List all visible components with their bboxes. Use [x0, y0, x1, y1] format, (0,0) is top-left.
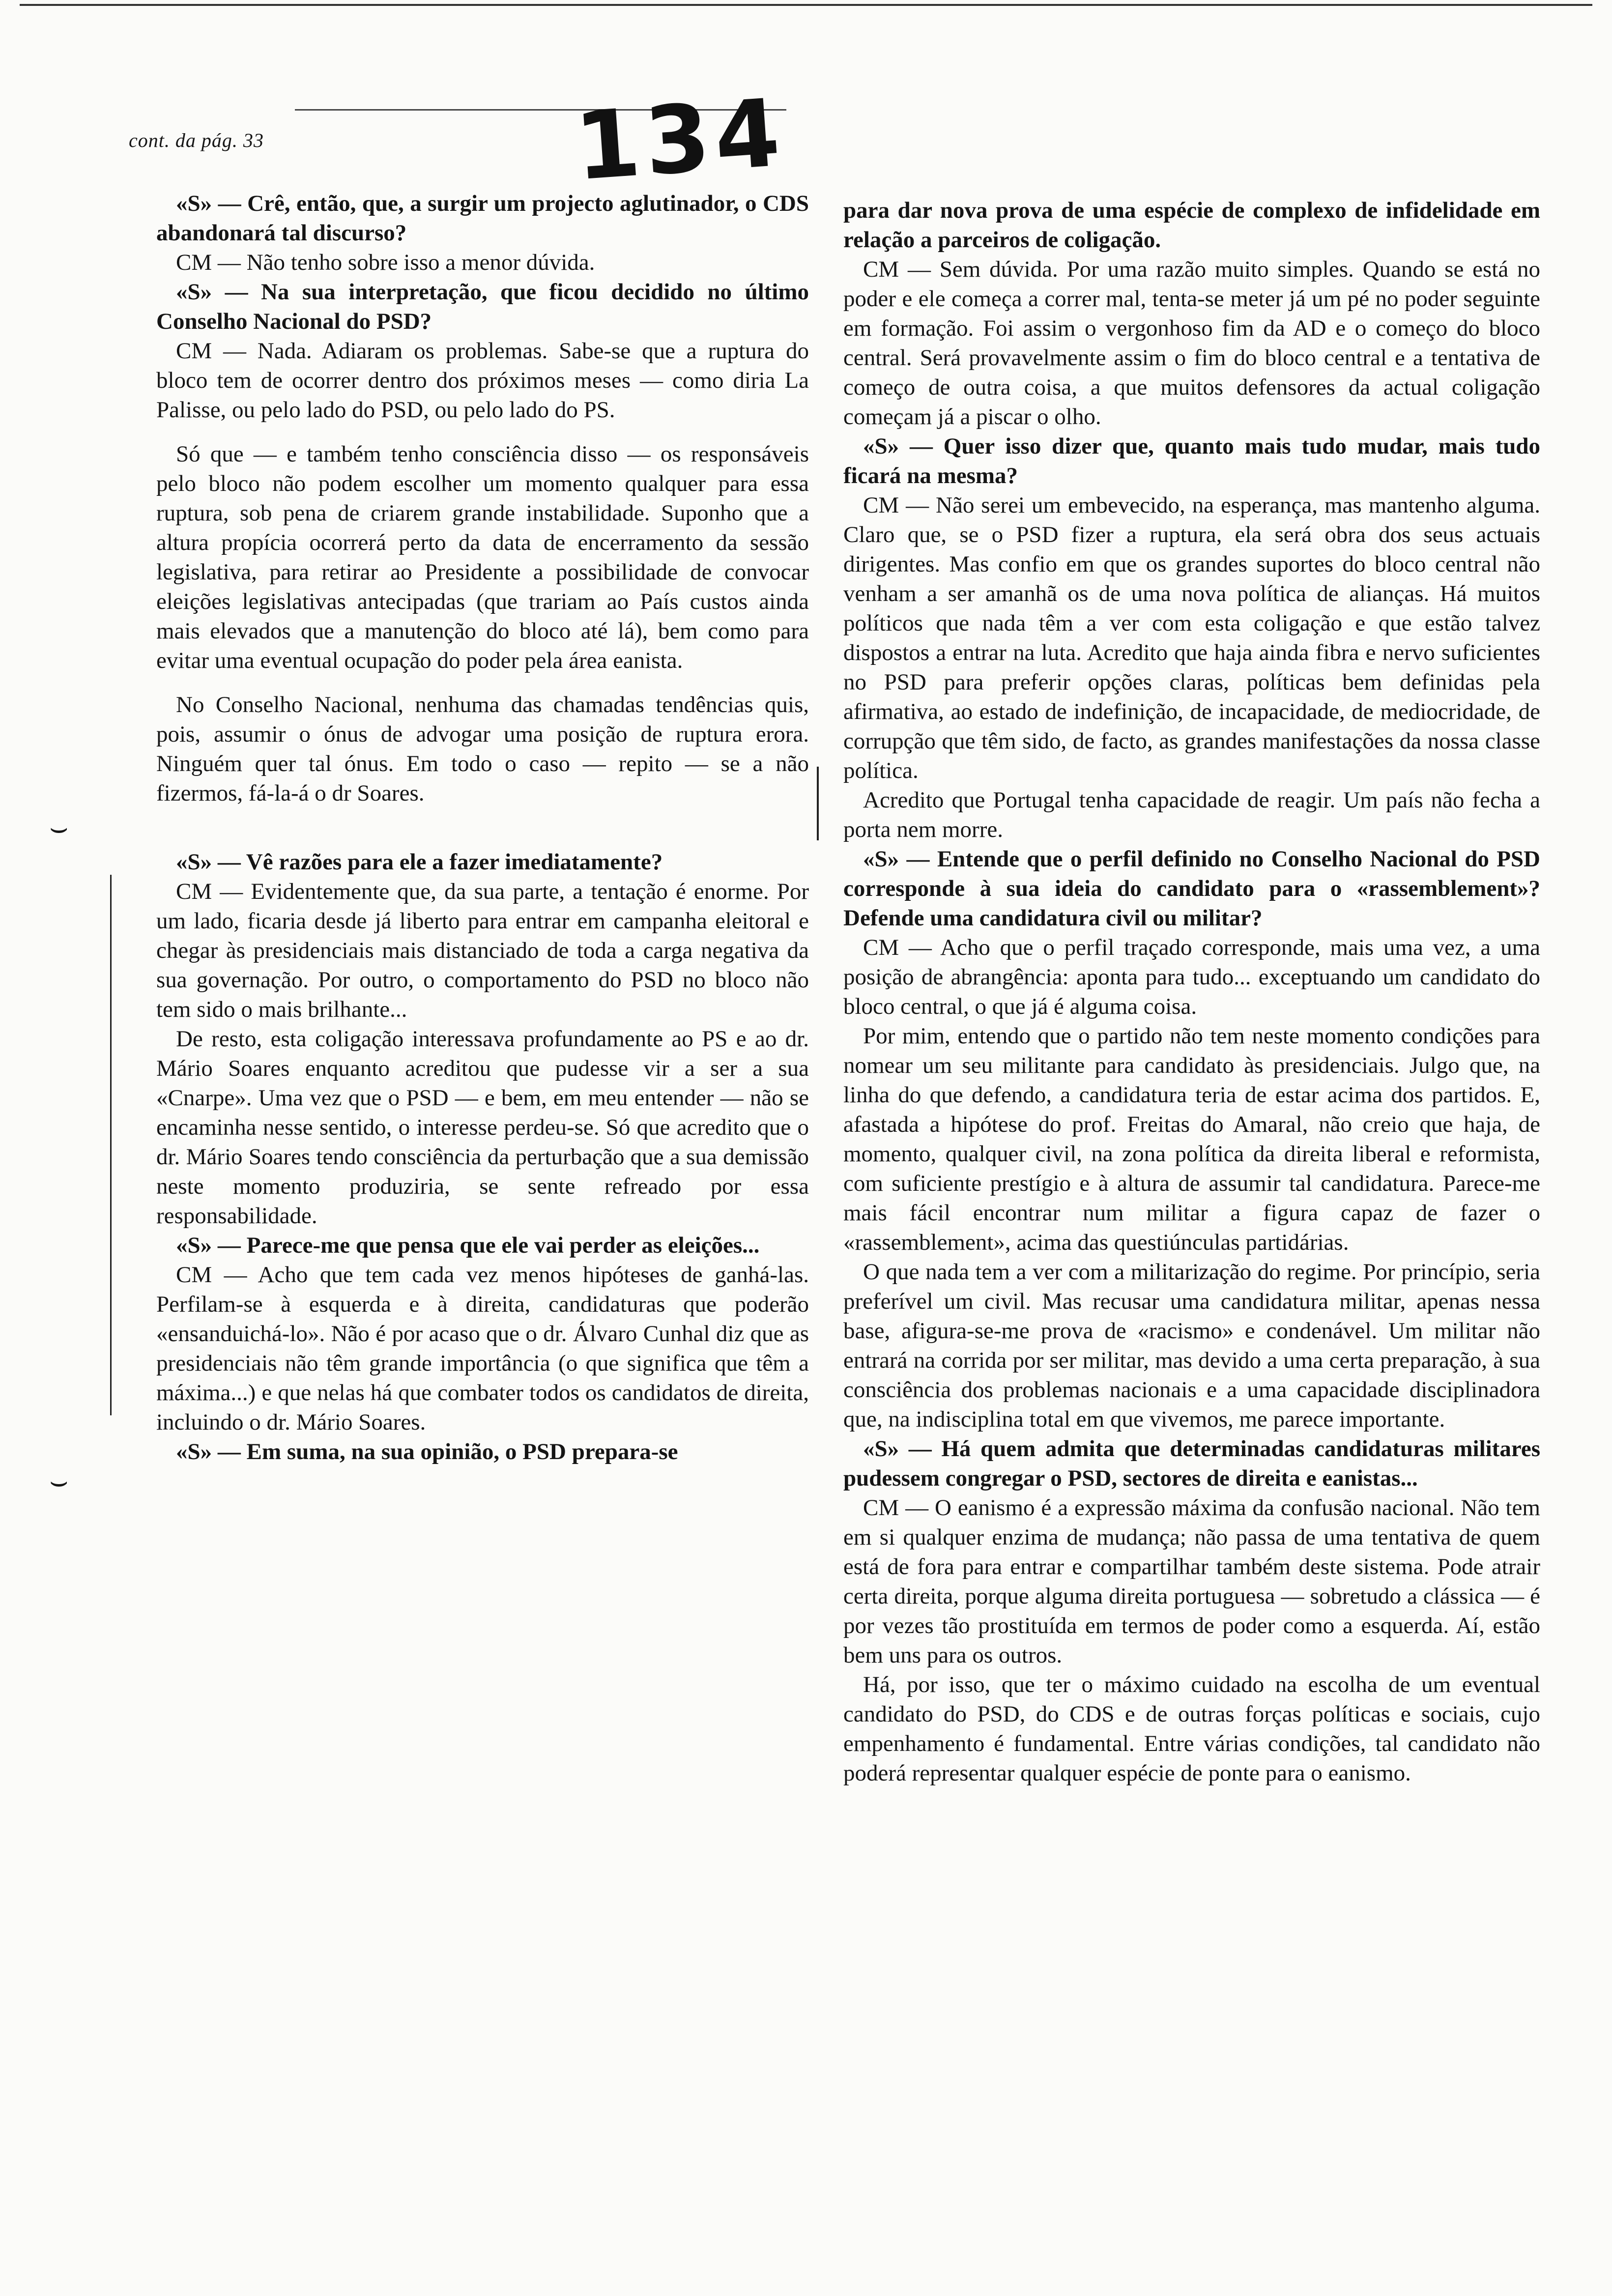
answer-paragraph: CM — Não tenho sobre isso a menor dúvida.: [176, 250, 595, 275]
answer-paragraph: CM — Evidentemente que, da sua parte, a tentação é enorme. Por um lado, ficaria desde já liberto para entrar em campanha eleitoral e chegar às presidenciais mais distanciado de toda a carga negativa da sua governação. Por outro, o comportamento do PSD no bloco não tem sido o mais brilhante...: [156, 879, 809, 1022]
question-paragraph: «S» — Na sua interpretação, que ficou decidido no último Conselho Nacional do PSD?: [156, 279, 809, 334]
top-rule: [20, 4, 1592, 6]
answer-paragraph: No Conselho Nacional, nenhuma das chamadas tendências quis, pois, assumir o ónus de advogar uma posição de ruptura erora. Ninguém quer tal ónus. Em todo o caso — repito — se a não fizermos, fá-la-á o dr Soares.: [156, 692, 809, 806]
margin-mark: ⌣: [49, 1465, 69, 1497]
left-column: [156, 189, 809, 1466]
question-paragraph: «S» — Vê razões para ele a fazer imediatamente?: [176, 849, 663, 875]
answer-paragraph: Por mim, entendo que o partido não tem neste momento condições para nomear um seu militante para candidato às presidenciais. Julgo que, na linha do que defendo, a candidatura teria de estar acima dos partidos. E, afastada a hipótese do prof. Freitas do Amaral, não creio que haja, de momento, qualquer civil, na zona política da direita liberal e reformista, com suficiente prestígio e à altura de assumir tal candidatura. Parece-me mais fácil encontrar num militar a figura capaz de fazer o «rassemblement», acima das questiúnculas partidárias.: [843, 1023, 1540, 1255]
margin-bar: [110, 875, 112, 1415]
question-paragraph: «S» — Há quem admita que determinadas candidaturas militares pudessem congregar o PSD, sectores de direita e eanistas...: [843, 1436, 1540, 1491]
handwritten-page-number: 134: [571, 78, 788, 201]
answer-paragraph: CM — Nada. Adiaram os problemas. Sabe-se que a ruptura do bloco tem de ocorrer dentro dos próximos meses — como diria La Palisse, ou pelo lado do PSD, ou pelo lado do PS.: [156, 338, 809, 423]
margin-mark: ⌣: [49, 811, 69, 844]
answer-paragraph: CM — O eanismo é a expressão máxima da confusão nacional. Não tem em si qualquer enzima de mudança; não passa de uma tentativa de quem está de fora para entrar e compartilhar também deste sistema. Pode atrair certa direita, porque alguma direita portuguesa — sobretudo a clássica — é por vezes tão prostituída em termos de poder como a esquerda. Aí, estão bem uns para os outros.: [843, 1495, 1540, 1668]
question-paragraph: «S» — Entende que o perfil definido no Conselho Nacional do PSD corresponde à sua ideia do candidato para o «rassemblement»? Defende uma candidatura civil ou militar?: [843, 846, 1540, 931]
answer-paragraph: Acredito que Portugal tenha capacidade de reagir. Um país não fecha a porta nem morre.: [843, 787, 1540, 842]
continued-from-label: cont. da pág. 33: [129, 129, 264, 151]
right-column: [843, 196, 1540, 1788]
answer-paragraph: CM — Acho que o perfil traçado corresponde, mais uma vez, a uma posição de abrangência: aponta para tudo... exceptuando um candidato do bloco central, o que já é alguma coisa.: [843, 935, 1540, 1019]
answer-paragraph: O que nada tem a ver com a militarização do regime. Por princípio, seria preferível um civil. Mas recusar uma candidatura militar, apenas nessa base, afigura-se-me prova de «racismo» e condenável. Um militar não entrará na corrida por ser militar, mas devido a uma certa preparação, à sua consciência dos problemas nacionais e a uma capacidade disciplinadora que, na indisciplina total em que vivemos, me parece importante.: [843, 1259, 1540, 1432]
question-paragraph: «S» — Quer isso dizer que, quanto mais tudo mudar, mais tudo ficará na mesma?: [843, 433, 1540, 488]
answer-paragraph: De resto, esta coligação interessava profundamente ao PS e ao dr. Mário Soares enquanto acreditou que pudesse vir a ser a sua «Cnarpe». Uma vez que o PSD — e bem, em meu entender — não se encaminha nesse sentido, o interesse perdeu-se. Só que acredito que o dr. Mário Soares tendo consciência da perturbação que a sua demissão neste momento produziria, se sente refreado por essa responsabilidade.: [156, 1026, 809, 1229]
question-paragraph: «S» — Em suma, na sua opinião, o PSD prepara-se: [176, 1439, 678, 1464]
question-paragraph: para dar nova prova de uma espécie de complexo de infidelidade em relação a parceiros de coligação.: [843, 198, 1540, 253]
margin-bar: [817, 767, 819, 840]
answer-paragraph: CM — Não serei um embevecido, na esperança, mas mantenho alguma. Claro que, se o PSD fizer a ruptura, ela será obra dos seus actuais dirigentes. Mas confio em que os grandes suportes do bloco central não venham a ser amanhã os de uma nova política de alianças. Há muitos políticos que nada têm a ver com esta coligação e que estão talvez dispostos a entrar na luta. Acredito que haja ainda fibra e nervo suficientes no PSD para preferir opções claras, políticas bem definidas pela afirmativa, ao estado de indefinição, de incapacidade, de mediocridade, de corrupção que têm sido, de facto, as grandes manifestações da nossa classe política.: [843, 492, 1540, 783]
question-paragraph: «S» — Crê, então, que, a surgir um projecto aglutinador, o CDS abandonará tal discurso?: [156, 191, 809, 246]
answer-paragraph: Há, por isso, que ter o máximo cuidado na escolha de um eventual candidato do PSD, do CDS e de outras forças políticas e sociais, cujo empenhamento é fundamental. Entre várias condições, tal candidato não poderá representar qualquer espécie de ponte para o eanismo.: [843, 1672, 1540, 1786]
question-paragraph: «S» — Parece-me que pensa que ele vai perder as eleições...: [176, 1233, 760, 1258]
answer-paragraph: Só que — e também tenho consciência disso — os responsáveis pelo bloco não podem escolher um momento qualquer para essa ruptura, sob pena de criarem grande instabilidade. Suponho que a altura propícia ocorrerá perto da data de encerramento da sessão legislativa, para retirar ao Presidente a possibilidade de convocar eleições legislativas antecipadas (que trariam ao País custos ainda mais elevados que a manutenção do bloco até lá), bem como para evitar uma eventual ocupação do poder pela área eanista.: [156, 441, 809, 673]
answer-paragraph: CM — Sem dúvida. Por uma razão muito simples. Quando se está no poder e ele começa a correr mal, tenta-se meter já um pé no poder seguinte em formação. Foi assim o vergonhoso fim da AD e o começo do bloco central. Será provavelmente assim o fim do bloco central e a tentativa de começo de outra coisa, a que muitos defensores da actual coligação começam já a piscar o olho.: [843, 257, 1540, 430]
answer-paragraph: CM — Acho que tem cada vez menos hipóteses de ganhá-las. Perfilam-se à esquerda e à direita, candidaturas que poderão «ensanduichá-lo». Não é por acaso que o dr. Álvaro Cunhal diz que as presidenciais não têm grande importância (o que significa que têm a máxima...) e que nelas há que combater todos os candidatos de direita, incluindo o dr. Mário Soares.: [156, 1262, 809, 1435]
